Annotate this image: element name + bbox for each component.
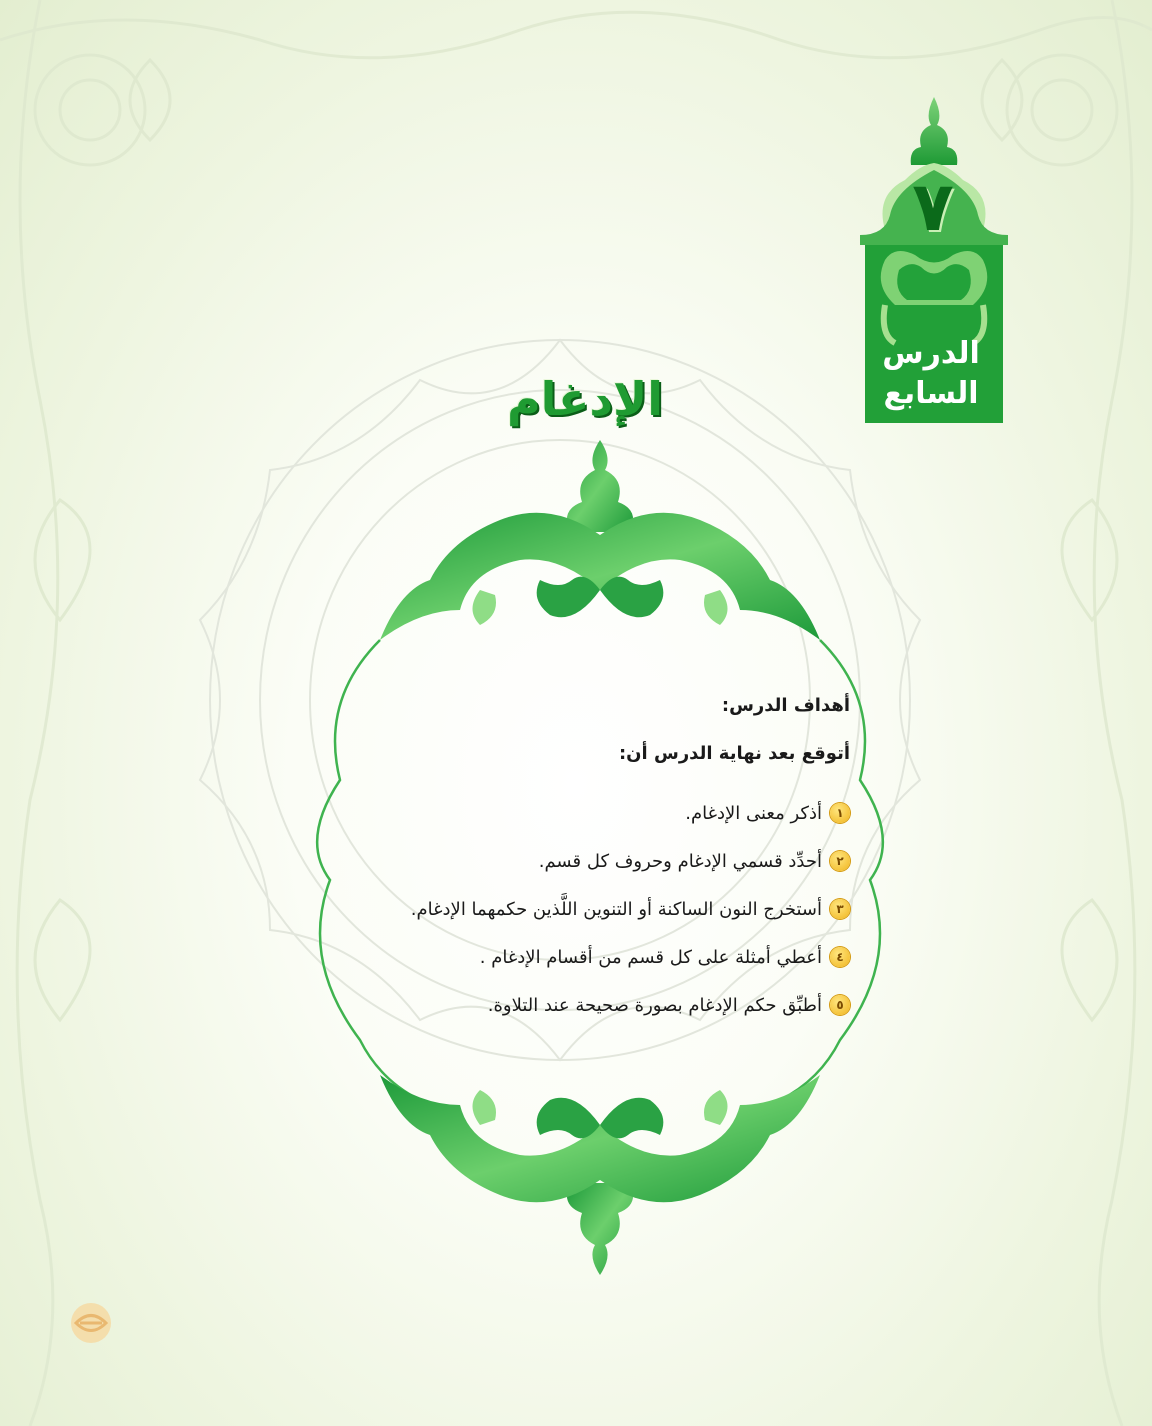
objective-text: أذكر معنى الإدغام.: [685, 802, 822, 824]
objective-item: [320, 981, 850, 1029]
objectives-heading: أهداف الدرس:: [721, 695, 850, 716]
lesson-objectives: [320, 695, 850, 1029]
objective-item: [320, 789, 850, 837]
page-corner-mark-icon: [66, 1300, 116, 1346]
number-bullet-icon: ٢: [830, 851, 850, 871]
objective-item: [320, 885, 850, 933]
lesson-label: [866, 334, 996, 414]
objective-text: أطبِّق حكم الإدغام بصورة صحيحة عند التلاوة.: [487, 994, 822, 1016]
objective-text: أحدِّد قسمي الإدغام وحروف كل قسم.: [538, 850, 822, 872]
objective-item: [320, 933, 850, 981]
number-bullet-icon: ٣: [830, 899, 850, 919]
number-bullet-icon: ٥: [830, 995, 850, 1015]
objective-item: [320, 837, 850, 885]
lesson-label-line1: الدرس: [882, 336, 980, 371]
lesson-number: ٧: [912, 168, 954, 247]
objective-text: أعطي أمثلة على كل قسم من أقسام الإدغام .: [479, 946, 822, 968]
lesson-label-line2: السابع: [883, 376, 979, 411]
objective-text: أستخرج النون الساكنة أو التنوين اللَّذين حكمهما الإدغام.: [410, 898, 822, 920]
objectives-subheading: أتوقع بعد نهاية الدرس أن:: [618, 743, 850, 764]
objectives-list: [320, 789, 850, 1029]
page-title: الإدغام: [506, 372, 664, 426]
number-bullet-icon: ١: [830, 803, 850, 823]
number-bullet-icon: ٤: [830, 947, 850, 967]
